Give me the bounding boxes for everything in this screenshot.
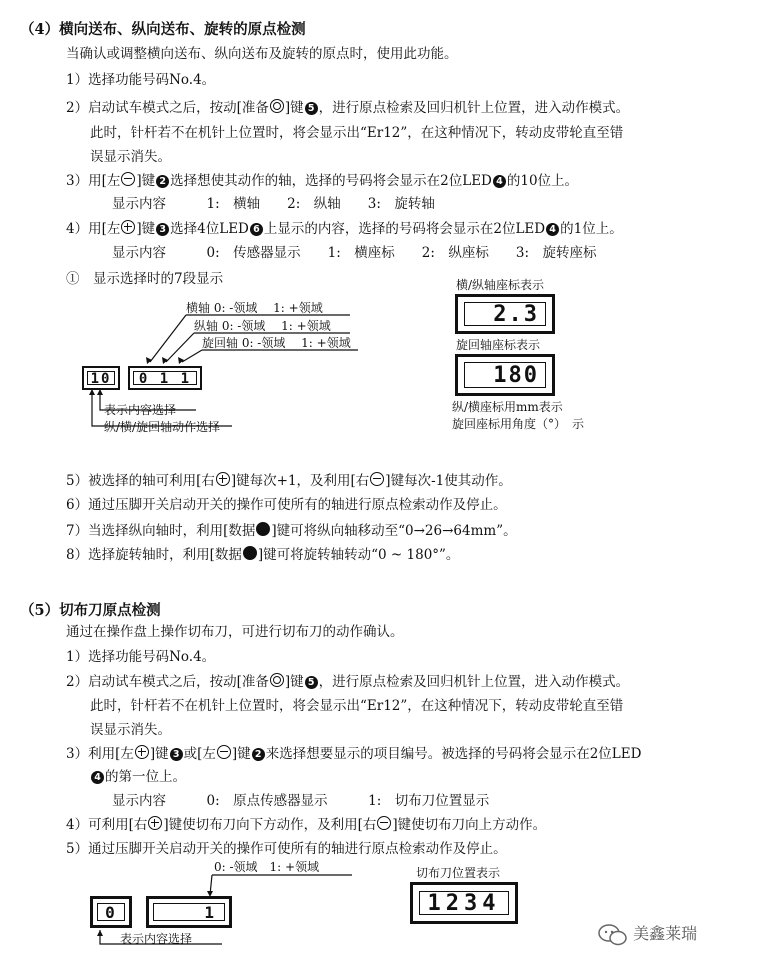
wechat-icon xyxy=(598,924,628,946)
led-cutter-position-value: 1234 xyxy=(419,891,509,915)
text: 的10位上。 xyxy=(506,173,579,189)
led-cutter-2digit-value: 0 xyxy=(97,903,125,921)
text: 的1位上。 xyxy=(560,221,623,237)
text: 或[左 xyxy=(183,746,216,762)
text: 5）被选择的轴可利用[右 xyxy=(66,473,215,489)
label-cutter-region: 0: -领域 1: +领域 xyxy=(214,860,320,874)
section4-step2-line3: 误显示消失。 xyxy=(90,149,171,165)
led-cutter-position-box xyxy=(410,882,518,924)
text: 的第一位上。 xyxy=(105,769,186,785)
section4-step6: 6）通过压脚开关启动开关的操作可使所有的轴进行原点检索动作及停止。 xyxy=(66,497,507,513)
watermark xyxy=(598,921,697,946)
text: 选择想使其动作的轴，选择的号码将会显示在2位LED xyxy=(170,173,492,189)
circled-2-icon: 2 xyxy=(156,175,169,188)
circled-4-icon: 4 xyxy=(546,223,559,236)
led-coord-value: 2.3 xyxy=(464,302,546,326)
circled-3-icon: 3 xyxy=(170,748,183,761)
text: ]键 xyxy=(149,746,169,762)
section4-heading: （4）横向送布、纵向送布、旋转的原点检测 xyxy=(20,21,306,38)
label-rotary-axis: 旋回轴 0: -领域 1: +领域 xyxy=(202,336,351,350)
section5-step5: 5）通过压脚开关启动开关的操作可使所有的轴进行原点检索动作及停止。 xyxy=(66,841,507,857)
label-rotary-coord-display: 旋回轴座标表示 xyxy=(456,338,541,352)
section4-step2-line2: 此时，针杆若不在机针上位置时，将会显示出“Er12”，在这种情况下，转动皮带轮直至错 xyxy=(90,125,624,141)
text: 3）利用[左 xyxy=(66,746,134,762)
text: ]键 xyxy=(284,100,304,116)
section4-step4-display: 显示内容 0: 传感器显示 1: 横座标 2: 纵座标 3: 旋转座标 xyxy=(112,245,597,261)
section5-step1: 1）选择功能号码No.4。 xyxy=(66,649,216,665)
led-rotary-value: 180 xyxy=(464,362,546,388)
caption-angle-display: 旋回座标用角度（°） 示 xyxy=(452,417,585,431)
circled-5-icon: 5 xyxy=(305,676,318,689)
circled-2-icon: 2 xyxy=(252,748,265,761)
caption-cutter-display-select: 表示内容选择 xyxy=(120,932,193,946)
led-cutter-4digit-value: 1 xyxy=(153,903,225,921)
led-2digit-value: 10 xyxy=(87,371,115,385)
text: ]键 xyxy=(136,173,156,189)
text: ]键可将纵向轴移动至“0→26→64mm”。 xyxy=(271,523,517,539)
text: ]键 xyxy=(136,221,156,237)
text: 上显示的内容，选择的号码将会显示在2位LED xyxy=(263,221,546,237)
section4-intro: 当确认或调整横向送布、纵向送布及旋转的原点时，使用此功能。 xyxy=(66,46,458,62)
caption-mm-display: 纵/横座标用mm表示 xyxy=(452,400,563,414)
text: 8）选择旋转轴时，利用[数据 xyxy=(66,547,242,563)
circled-6-icon: 6 xyxy=(250,223,263,236)
text: 7）当选择纵向轴时，利用[数据 xyxy=(66,523,256,539)
text: ]键使切布刀向下方动作，及利用[右 xyxy=(163,817,377,833)
circled-4-icon: 4 xyxy=(493,175,506,188)
text: 4）用[左 xyxy=(66,221,121,237)
section4-step3-display: 显示内容 1: 横轴 2: 纵轴 3: 旋转轴 xyxy=(112,196,435,212)
text: 3）用[左 xyxy=(66,173,121,189)
text: 来选择想要显示的项目编号。被选择的号码将会显示在2位LED xyxy=(265,746,642,762)
led-cutter-4digit-box xyxy=(146,896,232,928)
text: 4）可利用[右 xyxy=(66,817,148,833)
label-vertical-axis: 纵轴 0: -领域 1: +领域 xyxy=(194,319,331,333)
caption-axis-select: 纵/横/旋回轴动作选择 xyxy=(104,420,221,434)
text: 2）启动试车模式之后，按动[准备 xyxy=(66,674,269,690)
text: ]键每次-1使其动作。 xyxy=(385,473,512,489)
circled-5-icon: 5 xyxy=(305,102,318,115)
text: 选择4位LED xyxy=(170,221,249,237)
circled-3-icon: 3 xyxy=(156,223,169,236)
watermark-text: 美鑫莱瑞 xyxy=(633,924,698,943)
caption-display-select: 表示内容选择 xyxy=(104,403,177,417)
section5-intro: 通过在操作盘上操作切布刀，可进行切布刀的动作确认。 xyxy=(66,624,404,640)
text: ]键 xyxy=(231,746,251,762)
text: 2）启动试车模式之后，按动[准备 xyxy=(66,100,269,116)
label-horizontal-axis: 横轴 0: -领域 1: +领域 xyxy=(186,301,323,315)
label-cutter-position: 切布刀位置表示 xyxy=(416,866,501,880)
section5-step2-line3: 误显示消失。 xyxy=(90,722,171,738)
section5-heading: （5）切布刀原点检测 xyxy=(20,602,161,619)
section4-step1: 1）选择功能号码No.4。 xyxy=(66,72,216,88)
section5-step2-line2: 此时，针杆若不在机针上位置时，将会显示出“Er12”，在这种情况下，转动皮带轮直至错 xyxy=(90,698,624,714)
text: ]键 xyxy=(284,674,304,690)
text: ，进行原点检索及回归机针上位置，进入动作模式。 xyxy=(318,100,630,116)
circled-4-icon: 4 xyxy=(91,771,104,784)
section4-subheading: ① 显示选择时的7段显示 xyxy=(66,271,224,287)
label-coord-display: 横/纵轴座标表示 xyxy=(456,278,545,292)
text: ，进行原点检索及回归机针上位置，进入动作模式。 xyxy=(318,674,630,690)
led-cutter-2digit-box xyxy=(90,896,132,928)
section5-step3-display: 显示内容 0: 原点传感器显示 1: 切布刀位置显示 xyxy=(112,793,490,809)
led-4digit-value: 0 1 1 xyxy=(133,371,197,385)
text: ]键每次+1，及利用[右 xyxy=(230,473,370,489)
text: ]键可将旋转轴转动“0 ~ 180°”。 xyxy=(257,547,460,563)
text: ]键使切布刀向上方动作。 xyxy=(392,817,547,833)
